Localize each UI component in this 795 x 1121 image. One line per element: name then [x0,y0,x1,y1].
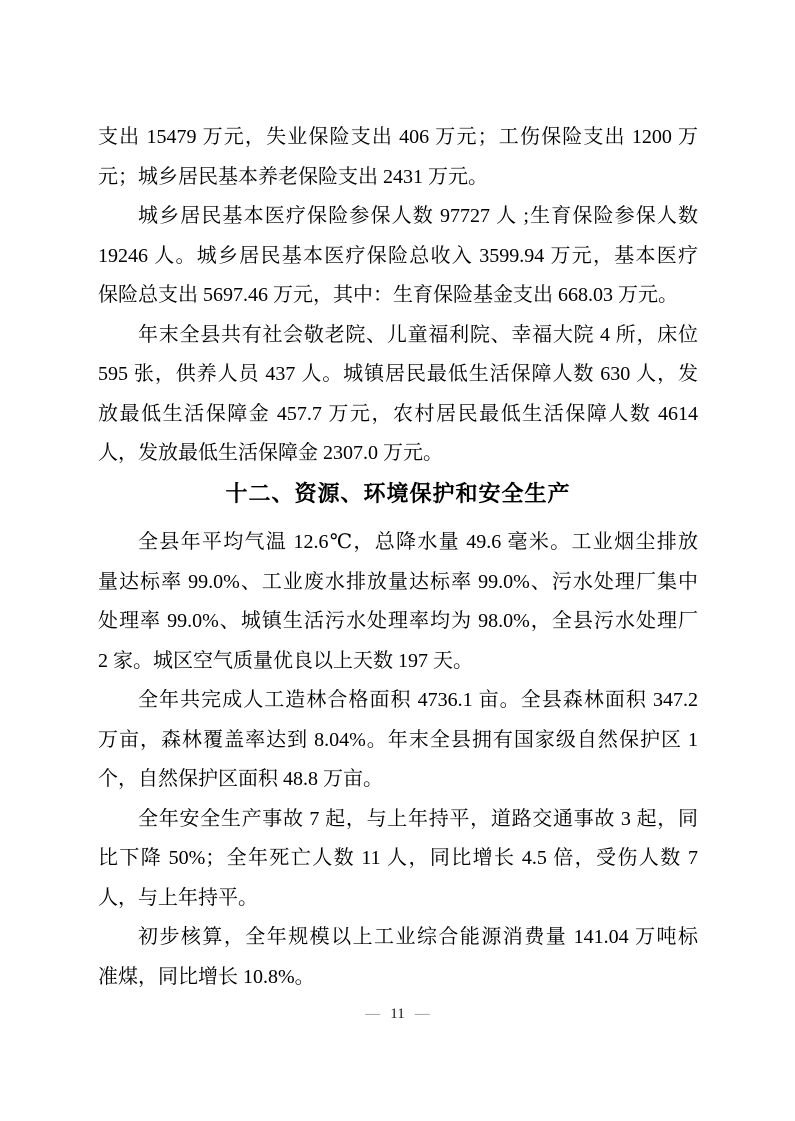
text-line: 准煤，同比增长 10.8%。 [98,965,315,988]
body-paragraph [98,118,698,197]
text-line: 支出 15479 万元，失业保险支出 406 万元；工伤保险支出 1200 万 [98,126,698,148]
footer-left-dash: — [365,1006,381,1022]
body-paragraph [98,800,698,919]
text-line: 人，发放最低生活保障金 2307.0 万元。 [98,442,443,464]
text-line: 放最低生活保障金 457.7 万元，农村居民最低生活保障人数 4614 [98,402,698,425]
text-line: 比下降 50%；全年死亡人数 11 人，同比增长 4.5 倍，受伤人数 7 [98,847,698,869]
text-line: 保险总支出 5697.46 万元，其中：生育保险基金支出 668.03 万元。 [98,284,678,306]
text-line: 城乡居民基本医疗保险参保人数 97727 人 ;生育保险参保人数 [138,205,698,227]
body-paragraph [98,316,698,474]
text-line: 全县年平均气温 12.6℃，总降水量 49.6 毫米。工业烟尘排放 [138,531,698,553]
section-heading: 十二、资源、环境保护和安全生产 [225,480,571,506]
footer-right-dash: — [414,1006,430,1022]
text-line: 万亩，森林覆盖率达到 8.04%。年末全县拥有国家级自然保护区 1 [98,728,698,751]
text-line: 19246 人。城乡居民基本医疗保险总收入 3599.94 万元，基本医疗 [98,244,698,267]
body-paragraph [98,197,698,316]
text-line: 处理率 99.0%、城镇生活污水处理率均为 98.0%，全县污水处理厂 [98,610,698,632]
text-line: 2 家。城区空气质量优良以上天数 197 天。 [98,649,473,672]
text-line: 年末全县共有社会敬老院、儿童福利院、幸福大院 4 所，床位 [138,323,698,346]
text-line: 595 张，供养人员 437 人。城镇居民最低生活保障人数 630 人，发 [98,363,698,385]
text-line: 全年安全生产事故 7 起，与上年持平，道路交通事故 3 起，同 [138,807,698,830]
text-line: 个，自然保护区面积 48.8 万亩。 [98,768,383,790]
body-paragraph [98,918,698,997]
body-paragraph [98,523,698,681]
text-line: 人，与上年持平。 [98,886,258,909]
text-line: 量达标率 99.0%、工业废水排放量达标率 99.0%、污水处理厂集中 [98,570,698,593]
document-body [98,118,698,997]
body-paragraph [98,681,698,800]
text-line: 初步核算，全年规模以上工业综合能源消费量 141.04 万吨标 [138,926,698,948]
text-line: 元；城乡居民基本养老保险支出 2431 万元。 [98,165,488,188]
page-number: 11 [390,1006,405,1022]
text-line: 全年共完成人工造林合格面积 4736.1 亩。全县森林面积 347.2 [138,689,698,711]
page-footer [0,1003,795,1025]
